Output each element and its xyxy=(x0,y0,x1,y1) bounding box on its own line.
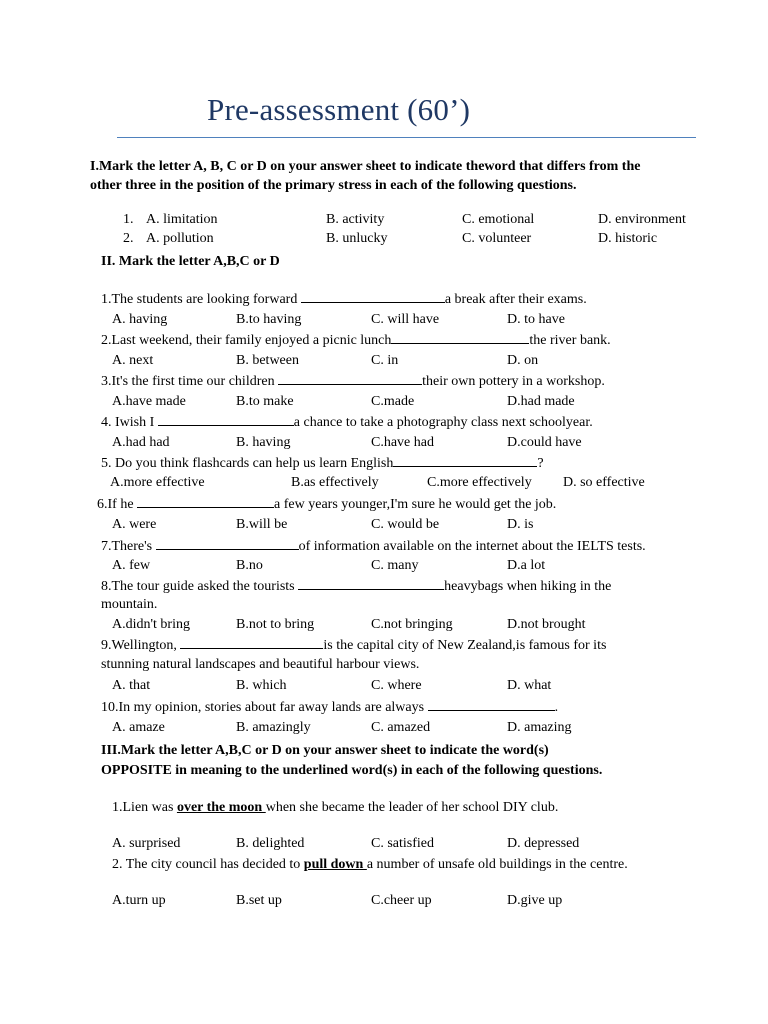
s2-q3-option-c: C.made xyxy=(371,394,415,409)
s2-q1-option-b: B.to having xyxy=(236,312,302,327)
underlined-phrase: over the moon xyxy=(176,800,266,815)
answer-blank xyxy=(298,576,444,590)
s2-q3-option-d: D.had made xyxy=(507,394,575,409)
s2-q9-option-a: A. that xyxy=(112,678,151,693)
s2-q6-option-c: C. would be xyxy=(371,517,440,532)
s2-q4-stem: 4. Iwish I a chance to take a photography class next schoolyear. xyxy=(101,412,593,433)
s3-q1-option-b: B. delighted xyxy=(236,836,305,851)
s3-q2-option-c: C.cheer up xyxy=(371,893,432,908)
s2-q6-option-a: A. were xyxy=(112,517,157,532)
s2-q5-option-a: A.more effective xyxy=(110,475,205,490)
s2-q10-option-c: C. amazed xyxy=(371,720,431,735)
s3-q1-option-d: D. depressed xyxy=(507,836,580,851)
s1-q1-option-b: B. activity xyxy=(326,212,385,227)
s2-q7-option-c: C. many xyxy=(371,558,419,573)
s2-q3-stem: 3.It's the first time our children their own pottery in a workshop. xyxy=(101,371,605,392)
s2-q3-option-a: A.have made xyxy=(112,394,186,409)
s2-q9-option-b: B. which xyxy=(236,678,287,693)
s2-q5-stem: 5. Do you think flashcards can help us learn English ? xyxy=(101,453,544,474)
s1-q1-option-d: D. environment xyxy=(598,212,686,227)
s2-q2-option-b: B. between xyxy=(236,353,299,368)
s1-q1-number: 1. xyxy=(123,212,134,227)
s3-q2-option-a: A.turn up xyxy=(112,893,166,908)
s2-q2-option-d: D. on xyxy=(507,353,539,368)
s2-q9-option-c: C. where xyxy=(371,678,422,693)
answer-blank xyxy=(137,494,274,508)
s2-q4-option-c: C.have had xyxy=(371,435,434,450)
s2-q4-option-a: A.had had xyxy=(112,435,170,450)
s2-q8-stem: 8.The tour guide asked the tourists heavybags when hiking in the xyxy=(101,576,611,597)
s3-q2-option-b: B.set up xyxy=(236,893,282,908)
s2-q1-stem: 1.The students are looking forward a break after their exams. xyxy=(101,289,587,310)
s3-q1-stem: 1.Lien was over the moon when she became the leader of her school DIY club. xyxy=(112,800,559,815)
s1-q2-option-b: B. unlucky xyxy=(326,231,388,246)
s3-q2-stem: 2. The city council has decided to pull down a number of unsafe old buildings in the centre. xyxy=(112,857,628,872)
s2-q7-option-b: B.no xyxy=(236,558,263,573)
s2-q4-option-d: D.could have xyxy=(507,435,582,450)
s1-q2-option-d: D. historic xyxy=(598,231,658,246)
s2-q7-stem: 7.There's of information available on the internet about the IELTS tests. xyxy=(101,536,646,557)
s1-q1-option-a: A. limitation xyxy=(146,212,218,227)
page-title: Pre-assessment (60’) xyxy=(207,92,471,127)
s2-q1-option-d: D. to have xyxy=(507,312,565,327)
section-1-heading-line-1: I.Mark the letter A, B, C or D on your answer sheet to indicate theword that differs from the xyxy=(90,159,641,174)
section-3-heading-line-1: III.Mark the letter A,B,C or D on your answer sheet to indicate the word(s) xyxy=(101,743,549,758)
answer-blank xyxy=(158,412,294,426)
s2-q8-option-a: A.didn't bring xyxy=(112,617,190,632)
s2-q2-stem: 2.Last weekend, their family enjoyed a picnic lunch the river bank. xyxy=(101,330,611,351)
underlined-phrase: pull down xyxy=(303,857,367,872)
s2-q2-option-a: A. next xyxy=(112,353,154,368)
title-divider xyxy=(117,137,696,138)
answer-blank xyxy=(428,697,555,711)
s1-q1-option-c: C. emotional xyxy=(462,212,535,227)
s2-q8-option-d: D.not brought xyxy=(507,617,586,632)
s1-q2-number: 2. xyxy=(123,231,134,246)
s3-q2-option-d: D.give up xyxy=(507,893,563,908)
s3-q1-option-c: C. satisfied xyxy=(371,836,434,851)
s2-q6-option-d: D. is xyxy=(507,517,534,532)
section-2-heading: II. Mark the letter A,B,C or D xyxy=(101,254,280,269)
s2-q7-option-d: D.a lot xyxy=(507,558,546,573)
s2-q10-option-d: D. amazing xyxy=(507,720,572,735)
s2-q10-stem: 10.In my opinion, stories about far away lands are always . xyxy=(101,697,558,718)
s1-q2-option-c: C. volunteer xyxy=(462,231,532,246)
answer-blank xyxy=(391,330,529,344)
s1-q2-option-a: A. pollution xyxy=(146,231,214,246)
s2-q8-option-b: B.not to bring xyxy=(236,617,315,632)
s2-q8-option-c: C.not bringing xyxy=(371,617,453,632)
s2-q10-option-a: A. amaze xyxy=(112,720,165,735)
s2-q5-option-b: B.as effectively xyxy=(291,475,379,490)
s2-q6-stem: 6.If he a few years younger,I'm sure he would get the job. xyxy=(97,494,556,515)
s2-q8-stem-continued: mountain. xyxy=(101,597,158,612)
answer-blank xyxy=(301,289,445,303)
s2-q3-option-b: B.to make xyxy=(236,394,294,409)
s2-q9-stem: 9.Wellington, is the capital city of New Zealand,is famous for its xyxy=(101,635,606,656)
answer-blank xyxy=(393,453,537,467)
answer-blank xyxy=(156,536,299,550)
s2-q5-option-c: C.more effectively xyxy=(427,475,532,490)
s2-q2-option-c: C. in xyxy=(371,353,399,368)
s3-q1-option-a: A. surprised xyxy=(112,836,181,851)
s2-q7-option-a: A. few xyxy=(112,558,151,573)
s2-q9-option-d: D. what xyxy=(507,678,552,693)
s2-q4-option-b: B. having xyxy=(236,435,291,450)
s2-q10-option-b: B. amazingly xyxy=(236,720,311,735)
s2-q6-option-b: B.will be xyxy=(236,517,288,532)
answer-blank xyxy=(278,371,422,385)
section-3-heading-line-2: OPPOSITE in meaning to the underlined word(s) in each of the following questions. xyxy=(101,763,603,778)
section-1-heading-line-2: other three in the position of the primary stress in each of the following questions. xyxy=(90,178,577,193)
answer-blank xyxy=(180,635,323,649)
s2-q1-option-a: A. having xyxy=(112,312,168,327)
s2-q9-stem-continued: stunning natural landscapes and beautiful harbour views. xyxy=(101,657,420,672)
s2-q5-option-d: D. so effective xyxy=(563,475,645,490)
s2-q1-option-c: C. will have xyxy=(371,312,440,327)
